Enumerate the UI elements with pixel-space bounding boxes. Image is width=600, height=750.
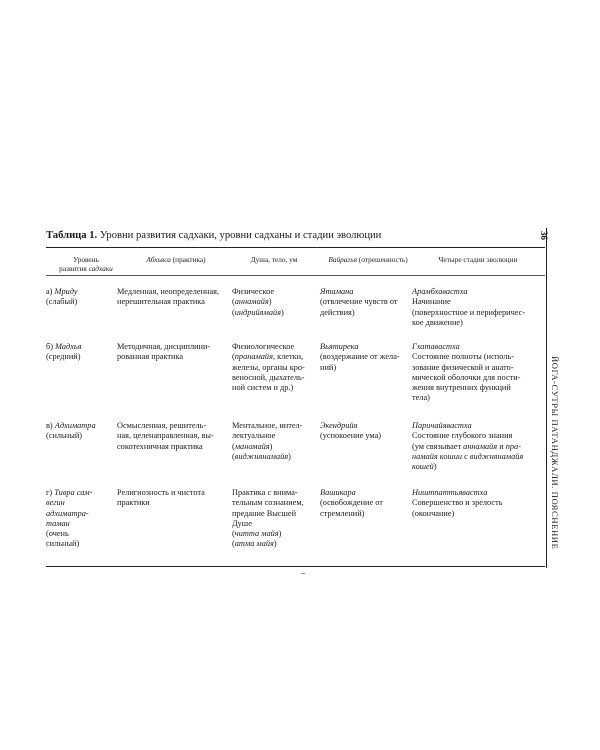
cell-text: индрийямайя <box>234 307 281 317</box>
cell-text: Состояние глубокого знания <box>412 431 513 441</box>
cell-text: веносной, дыхатель- <box>232 372 305 382</box>
cell-practice <box>117 342 210 363</box>
cell-text: ний) <box>320 362 337 372</box>
cell-text: Вашикара <box>320 488 356 497</box>
cell-text: Ятамана <box>320 287 354 296</box>
cell-body <box>232 421 302 462</box>
cell-text: виджнянамайя <box>234 451 289 461</box>
cell-text: Физическое <box>232 287 274 296</box>
cell-text: сокотехничная практика <box>117 441 203 451</box>
cell-text: рованная практика <box>117 352 184 362</box>
cell-text: стремлений) <box>320 508 365 518</box>
cell-text: ( <box>232 307 235 317</box>
header-detachment-rest: (отрешенность) <box>356 255 408 264</box>
cell-text: ная, целенаправленная, вы- <box>117 431 214 441</box>
cell-text: и <box>497 441 506 451</box>
cell-text: сильный) <box>46 539 80 549</box>
table-caption-label: Таблица 1. <box>46 230 98 241</box>
cell-practice <box>117 421 214 452</box>
header-level-line2-prefix: развития <box>59 264 89 273</box>
cell-text: ) <box>433 462 437 472</box>
cell-text: практики <box>117 498 150 508</box>
cell-detachment <box>320 342 400 373</box>
table-top-rule <box>46 247 545 248</box>
cell-text: тельным сознанием, <box>232 498 304 508</box>
cell-text: железы, органы кро- <box>232 362 305 372</box>
cell-text: Начинание <box>412 297 451 307</box>
cell-text: Мадхья <box>55 342 82 351</box>
cell-stage <box>412 287 525 328</box>
cell-text: (освобождение от <box>320 498 383 508</box>
cell-text: ( <box>232 441 235 451</box>
cell-text: намайя кошии <box>412 451 463 461</box>
cell-text: г) <box>46 488 55 497</box>
cell-text: пра- <box>505 441 521 451</box>
cell-text: ) <box>278 529 282 539</box>
cell-text: читта майя <box>234 529 279 539</box>
cell-text: Ништпаттьявастха <box>412 488 488 497</box>
cell-text: ) <box>269 441 273 451</box>
cell-text: Гхатавастха <box>412 342 460 351</box>
cell-text: (сильный) <box>46 431 83 441</box>
cell-text: Физиологическое <box>232 342 295 351</box>
cell-text: б) <box>46 342 56 351</box>
cell-practice <box>117 488 205 509</box>
cell-text: ( <box>232 529 235 539</box>
cell-text: в) <box>46 421 55 430</box>
cell-text: Ментальное, интел- <box>232 421 303 430</box>
cell-text: ( <box>232 539 235 549</box>
cell-text: Состояние полноты (исполь- <box>412 352 514 362</box>
cell-text: ( <box>232 297 235 307</box>
cell-detachment <box>320 287 398 318</box>
cell-text: ) <box>280 307 284 317</box>
cell-text: (воздержание от жела- <box>320 352 400 362</box>
header-stages <box>412 255 544 264</box>
cell-text: атма майя <box>234 539 274 549</box>
cell-text: ( <box>232 451 235 461</box>
cell-text: ) <box>268 297 272 307</box>
cell-text: Паричайявастха <box>412 421 472 430</box>
cell-text: кое движение) <box>412 317 463 327</box>
cell-body <box>232 342 305 393</box>
cell-text: ) <box>288 451 291 461</box>
header-body-text: Душа, тело, ум <box>250 255 298 264</box>
cell-stage <box>412 342 520 404</box>
cell-text: (поверхностное и периферичес- <box>412 307 526 317</box>
header-detachment-italic: Вайрагья <box>328 255 357 264</box>
header-level-line2-italic: садхаки <box>88 264 113 273</box>
running-head: ЙОГА-СУТРЫ ПАТАНДЖАЛИ. ПОЯСНЕНИЕ <box>550 356 560 550</box>
cell-text: лектуальное <box>232 431 276 441</box>
cell-text: Душе <box>232 518 252 528</box>
cell-text: тела) <box>412 393 430 403</box>
cell-text: ной систем и др.) <box>232 383 294 393</box>
cell-text: (очень <box>46 529 69 539</box>
cell-text: ) <box>273 539 277 549</box>
cell-text: (отвлечение чувств от <box>320 297 398 307</box>
cell-text: а) <box>46 287 55 296</box>
cell-text: зование физической и анато- <box>412 362 514 372</box>
cell-text: Тивра сам- <box>54 488 93 497</box>
cell-text: Вьятирека <box>320 342 359 351</box>
table-header-rule <box>46 275 545 276</box>
cell-text: (окончание) <box>412 508 455 518</box>
header-practice-rest: (практика) <box>170 255 206 264</box>
cell-text: Экендрийя <box>320 421 358 430</box>
cell-text: аннамайя <box>463 441 498 451</box>
cell-text: Методичная, дисциплини- <box>117 342 211 351</box>
cell-text: (успокоение ума) <box>320 431 382 441</box>
cell-level <box>46 287 78 308</box>
cell-text: Практика с внима- <box>232 488 298 497</box>
header-practice <box>117 255 235 264</box>
cell-text: кошей <box>412 462 434 472</box>
cell-text: Совершенство и зрелость <box>412 498 503 508</box>
table-caption-text: Уровни развития садхаки, уровни садханы и стадии эволюции <box>97 230 382 241</box>
cell-text: Мриду <box>54 287 78 296</box>
cell-body <box>232 488 304 550</box>
cell-detachment <box>320 488 383 519</box>
cell-text: нерешительная практика <box>117 297 205 307</box>
cell-level <box>46 421 96 442</box>
cell-text: предание Высшей <box>232 508 297 518</box>
header-practice-italic: Абхьяса <box>146 255 171 264</box>
cell-text: с <box>462 451 470 461</box>
cell-text: адхиматра- <box>46 508 89 518</box>
cell-stage <box>412 488 503 519</box>
cell-body <box>232 287 284 318</box>
cell-text: виджнянамайя <box>469 451 524 461</box>
cell-text: Адхиматра <box>54 421 96 430</box>
cell-text: Религиозность и чистота <box>117 488 205 497</box>
cell-text: жения внутренних функций <box>412 383 511 393</box>
margin-vertical-rule <box>546 228 547 568</box>
cell-text: маномайя <box>234 441 270 451</box>
cell-text: (ум связывает <box>412 441 464 451</box>
header-detachment <box>320 255 416 264</box>
header-level-line1: Уровень <box>73 255 99 264</box>
cell-detachment <box>320 421 381 442</box>
cell-stage <box>412 421 523 472</box>
cell-practice <box>117 287 219 308</box>
header-stages-text: Четыре стадии эволюции <box>438 255 518 264</box>
cell-text: Осмысленная, решитель- <box>117 421 207 430</box>
stray-mark <box>301 573 305 574</box>
cell-level <box>46 342 82 363</box>
cell-text: ( <box>232 352 235 362</box>
cell-text: действия) <box>320 307 355 317</box>
header-level <box>46 255 126 273</box>
cell-level <box>46 488 92 550</box>
cell-text: таман <box>46 518 70 528</box>
cell-text: вегин <box>46 498 65 508</box>
header-body <box>232 255 316 264</box>
table-caption <box>46 229 381 243</box>
cell-text: , клетки, <box>272 352 304 362</box>
cell-text: аннамайя <box>234 297 269 307</box>
cell-text: мической оболочки для пости- <box>412 372 521 382</box>
cell-text: (средний) <box>46 352 81 362</box>
cell-text: (слабый) <box>46 297 78 307</box>
cell-text: пранамайя <box>234 352 273 362</box>
page-number: 36 <box>539 231 549 240</box>
cell-text: Арамбхавастха <box>412 287 468 296</box>
cell-text: Медленная, неопределенная, <box>117 287 220 296</box>
table-bottom-rule <box>46 566 545 567</box>
